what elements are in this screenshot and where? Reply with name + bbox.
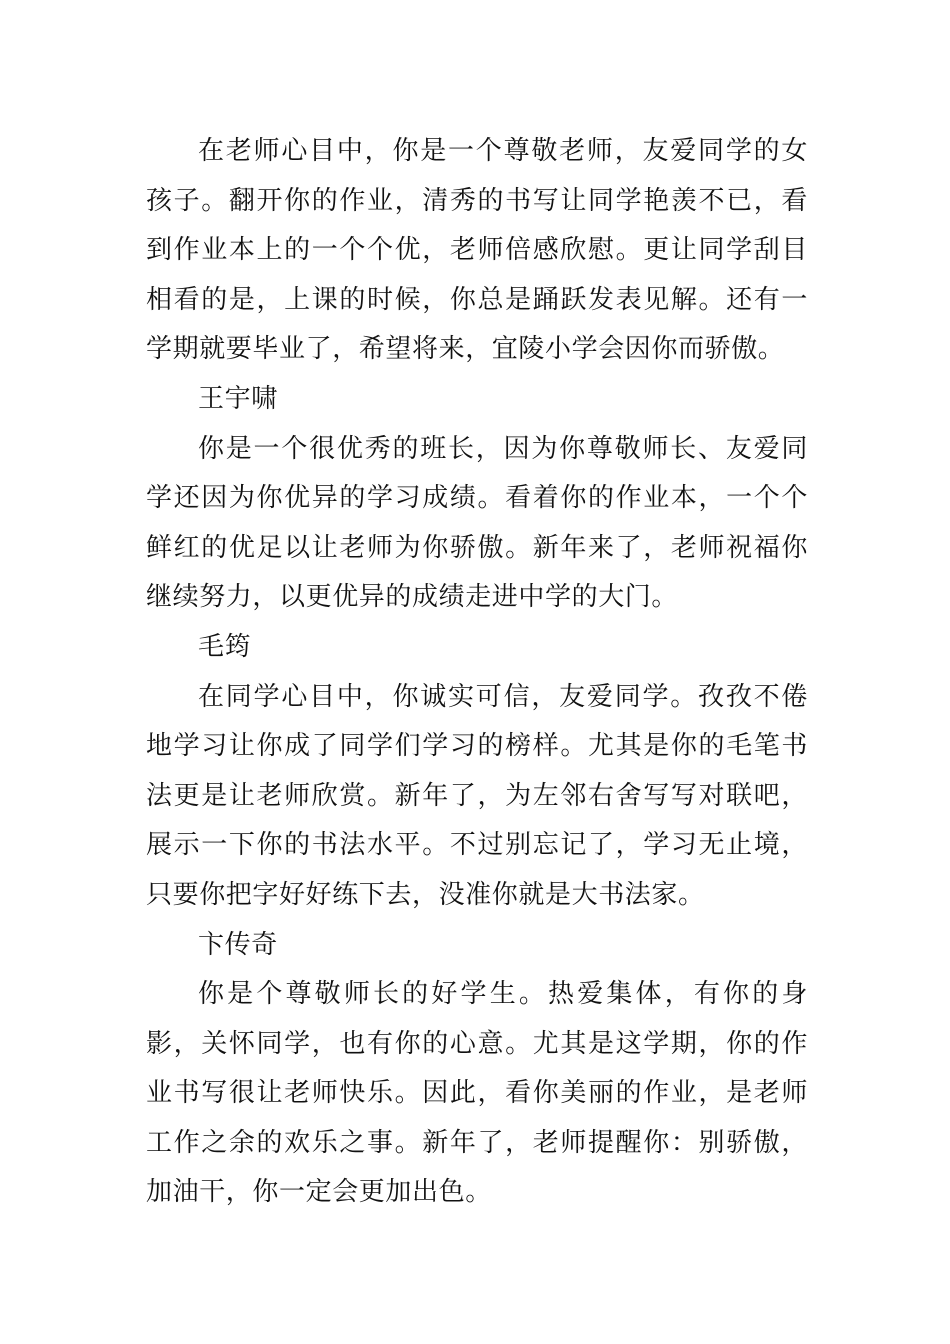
paragraph: 你是个尊敬师长的好学生。热爱集体，有你的身影，关怀同学，也有你的心意。尤其是这学期，你的作业书写很让老师快乐。因此，看你美丽的作业，是老师工作之余的欢乐之事。新年了，老师提醒你：别骄傲，加油干，你一定会更加出色。 bbox=[146, 979, 808, 1208]
student-name: 毛筠 bbox=[198, 631, 252, 662]
document-body bbox=[146, 127, 808, 1218]
paragraph: 在老师心目中，你是一个尊敬老师，友爱同学的女孩子。翻开你的作业，清秀的书写让同学艳羡不已，看到作业本上的一个个优，老师倍感欣慰。更让同学刮目相看的是，上课的时候，你总是踊跃发表见解。还有一学期就要毕业了，希望将来，宜陵小学会因你而骄傲。 bbox=[146, 136, 808, 365]
paragraph: 你是一个很优秀的班长，因为你尊敬师长、友爱同学还因为你优异的学习成绩。看着你的作业本，一个个鲜红的优足以让老师为你骄傲。新年来了，老师祝福你继续努力，以更优异的成绩走进中学的大门。 bbox=[146, 433, 808, 613]
student-name: 王宇啸 bbox=[198, 383, 278, 414]
paragraph: 在同学心目中，你诚实可信，友爱同学。孜孜不倦地学习让你成了同学们学习的榜样。尤其是你的毛笔书法更是让老师欣赏。新年了，为左邻右舍写写对联吧，展示一下你的书法水平。不过别忘记了，学习无止境，只要你把字好好练下去，没准你就是大书法家。 bbox=[146, 681, 808, 910]
student-name: 卞传奇 bbox=[198, 929, 278, 960]
